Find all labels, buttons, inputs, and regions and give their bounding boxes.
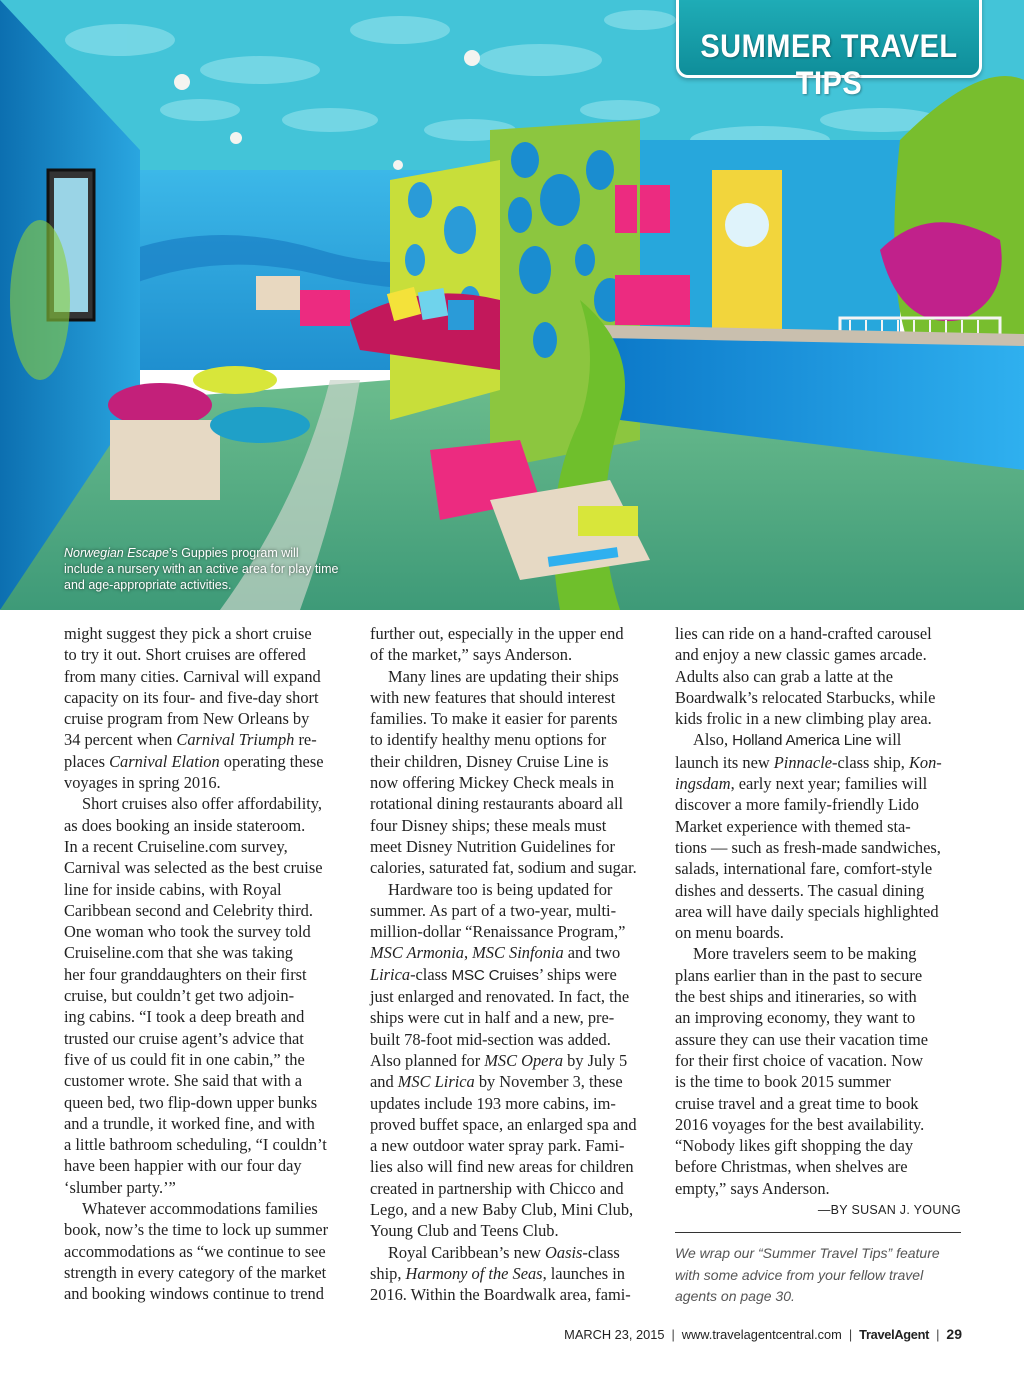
caption-ship-name: Norwegian Escape xyxy=(64,546,169,560)
text-line: meet Disney Nutrition Guidelines for xyxy=(370,836,615,856)
text-line: Hardware too is being updated for xyxy=(388,879,613,899)
text-line: and booking windows continue to trend xyxy=(64,1284,324,1304)
text-line: million-dollar “Renaissance Program,” xyxy=(370,922,626,942)
italic-title: MSC Opera xyxy=(484,1050,564,1070)
text-line: now offering Mickey Check meals in xyxy=(370,773,615,793)
text-segment: ’ ships were xyxy=(538,964,617,984)
text-line: trusted our cruise agent’s advice that xyxy=(64,1028,304,1048)
text-line: “Nobody likes gift shopping the day xyxy=(675,1136,914,1156)
text-line: customer wrote. She said that with a xyxy=(64,1071,303,1091)
text-line xyxy=(370,1263,656,1284)
text-segment: by July 5 xyxy=(563,1050,628,1070)
text-line: More travelers seem to be making xyxy=(693,944,917,964)
text-segment: -class ship, xyxy=(832,752,909,772)
text-line: of the market,” says Anderson. xyxy=(370,645,573,665)
text-line: Market experience with themed sta- xyxy=(675,816,911,836)
text-line xyxy=(675,729,965,751)
text-line: ships were cut in half and a new, pre- xyxy=(370,1008,615,1028)
text-line: assure they can use their vacation time xyxy=(675,1029,929,1049)
text-line: In a recent Cruiseline.com survey, xyxy=(64,836,288,856)
text-line: created in partnership with Chicco and xyxy=(370,1178,624,1198)
text-segment: Also planned for xyxy=(370,1050,485,1070)
text-segment: -class xyxy=(582,1242,620,1262)
text-line xyxy=(370,1071,656,1092)
text-segment: and two xyxy=(563,943,621,963)
text-line: lies can ride on a hand-crafted carousel xyxy=(675,624,932,643)
text-segment: will xyxy=(871,730,902,750)
text-line: with new features that should interest xyxy=(370,687,616,707)
hero-photo xyxy=(0,0,1024,610)
text-segment: , early next year; families will xyxy=(730,774,928,794)
text-line: voyages in spring 2016. xyxy=(64,773,221,793)
byline: —BY SUSAN J. YOUNG xyxy=(817,1203,961,1217)
text-line: Adults also can grab a latte at the xyxy=(675,666,894,686)
text-line: capacity on its four- and five-day short xyxy=(64,687,319,707)
text-segment: 34 percent when xyxy=(64,730,177,750)
text-line: Carnival was selected as the best cruise xyxy=(64,858,323,878)
text-line: their children, Disney Cruise Line is xyxy=(370,751,609,771)
section-title: SUMMER TRAVEL TIPS xyxy=(700,29,958,102)
sidebar-note xyxy=(675,1243,965,1308)
text-line: ‘slumber party.’” xyxy=(64,1177,176,1197)
text-line: from many cities. Carnival will expand xyxy=(64,666,321,686)
text-line: Cruiseline.com that she was taking xyxy=(64,943,293,963)
text-line: to try it out. Short cruises are offered xyxy=(64,645,306,665)
text-line: line for inside cabins, with Royal xyxy=(64,879,282,899)
text-line: Boardwalk’s relocated Starbucks, while xyxy=(675,687,936,707)
text-line: One woman who took the survey told xyxy=(64,922,311,942)
text-line: as does booking an inside stateroom. xyxy=(64,815,306,835)
text-line: built 78-foot mid-section was added. xyxy=(370,1029,611,1049)
text-line: area will have daily specials highlighted xyxy=(675,901,939,921)
text-segment: Royal Caribbean’s new xyxy=(388,1242,546,1262)
text-segment: operating these xyxy=(219,751,324,771)
text-line: lies also will find new areas for children xyxy=(370,1157,634,1177)
text-line: Many lines are updating their ships xyxy=(388,666,619,686)
footer-separator: | xyxy=(848,1327,853,1342)
text-line xyxy=(370,964,656,986)
page-number: 29 xyxy=(946,1326,962,1342)
article-column-3 xyxy=(675,623,965,1199)
text-line: dishes and desserts. The casual dining xyxy=(675,880,925,900)
text-segment: , launches in xyxy=(542,1263,625,1283)
text-line: cruise program from New Orleans by xyxy=(64,709,310,729)
text-line: a new outdoor water spray park. Fami- xyxy=(370,1136,625,1156)
text-line: might suggest they pick a short cruise xyxy=(64,624,312,643)
text-line: families. To make it easier for parents xyxy=(370,709,618,729)
caption-line: include a nursery with an active area for play time xyxy=(64,562,339,576)
text-line: a little bathroom scheduling, “I couldn’t xyxy=(64,1135,327,1155)
photo-caption xyxy=(64,545,364,593)
text-line: ing cabins. “I took a deep breath and xyxy=(64,1007,305,1027)
italic-title: Kon- xyxy=(908,752,942,772)
text-line: further out, especially in the upper end xyxy=(370,624,624,643)
text-segment: Also, xyxy=(693,730,733,750)
text-line: an improving economy, they want to xyxy=(675,1008,916,1028)
text-line: kids frolic in a new climbing play area. xyxy=(675,709,932,729)
caption-text: ’s Guppies program will xyxy=(168,546,299,560)
footer-separator: | xyxy=(936,1327,940,1342)
text-line: is the time to book 2015 summer xyxy=(675,1072,891,1092)
text-segment: launch its new xyxy=(675,752,774,772)
text-line: strength in every category of the market xyxy=(64,1262,327,1282)
text-line: 2016 voyages for the best availability. xyxy=(675,1114,925,1134)
text-line: her four granddaughters on their first xyxy=(64,964,307,984)
brand-name: Holland America Line xyxy=(732,732,872,750)
text-line: four Disney ships; these meals must xyxy=(370,815,607,835)
website-url: www.travelagentcentral.com xyxy=(681,1327,842,1342)
text-line xyxy=(64,751,350,772)
text-line: to identify healthy menu options for xyxy=(370,730,607,750)
text-line: Lego, and a new Baby Club, Mini Club, xyxy=(370,1200,634,1220)
text-line: five of us could fit in one cabin,” the xyxy=(64,1049,305,1069)
text-segment: by November 3, these xyxy=(474,1072,623,1092)
text-line: have been happier with our four day xyxy=(64,1156,302,1176)
text-line: discover a more family-friendly Lido xyxy=(675,795,919,815)
note-line: agents on page 30. xyxy=(675,1288,795,1304)
italic-title: ingsdam xyxy=(675,774,731,794)
text-line: cruise, but couldn’t get two adjoin- xyxy=(64,986,295,1006)
italic-title: MSC Lirica xyxy=(397,1072,475,1092)
text-line: and a trundle, it worked fine, and with xyxy=(64,1113,315,1133)
text-line: just enlarged and renovated. In fact, the xyxy=(370,987,630,1007)
text-line: and enjoy a new classic games arcade. xyxy=(675,645,927,665)
note-line: with some advice from your fellow travel xyxy=(675,1266,924,1283)
text-line: updates include 193 more cabins, im- xyxy=(370,1093,616,1113)
text-line xyxy=(370,1242,656,1263)
italic-title: Pinnacle xyxy=(773,752,833,772)
text-line: for their first choice of vacation. Now xyxy=(675,1050,924,1070)
text-segment: -class xyxy=(410,964,452,984)
caption-line: and age-appropriate activities. xyxy=(64,578,232,592)
italic-title: MSC Armonia xyxy=(370,943,464,963)
text-line: summer. As part of a two-year, multi- xyxy=(370,900,617,920)
text-line: cruise travel and a great time to book xyxy=(675,1093,919,1113)
text-line: before Christmas, when shelves are xyxy=(675,1157,908,1177)
text-line: 2016. Within the Boardwalk area, fami- xyxy=(370,1285,631,1305)
text-line: salads, international fare, comfort-style xyxy=(675,859,933,879)
italic-title: Oasis xyxy=(545,1242,583,1262)
text-line: tions — such as fresh-made sandwiches, xyxy=(675,837,941,857)
italic-title: Lirica xyxy=(370,964,411,984)
italic-title: Carnival Triumph xyxy=(176,730,295,750)
text-line: calories, saturated fat, sodium and sugar. xyxy=(370,858,637,878)
text-line: Caribbean second and Celebrity third. xyxy=(64,900,313,920)
text-line: book, now’s the time to lock up summer xyxy=(64,1220,329,1240)
text-line xyxy=(675,773,965,794)
text-line: rotational dining restaurants aboard all xyxy=(370,794,624,814)
italic-title: Carnival Elation xyxy=(109,751,220,771)
text-line xyxy=(370,1050,656,1071)
text-line: Short cruises also offer affordability, xyxy=(82,794,323,814)
text-line: queen bed, two flip-down upper bunks xyxy=(64,1092,318,1112)
article-column-1 xyxy=(64,623,350,1305)
article-column-2 xyxy=(370,623,656,1306)
text-line xyxy=(370,942,656,963)
text-line: empty,” says Anderson. xyxy=(675,1178,830,1198)
text-line: accommodations as “we continue to see xyxy=(64,1241,326,1261)
text-line: on menu boards. xyxy=(675,923,784,943)
text-line: proved buffet space, an enlarged spa and xyxy=(370,1114,637,1134)
text-line: the best ships and itineraries, so with xyxy=(675,987,917,1007)
text-line xyxy=(64,729,350,750)
text-line xyxy=(675,752,965,773)
note-line: We wrap our “Summer Travel Tips” feature xyxy=(675,1245,940,1261)
text-segment: , xyxy=(463,943,473,963)
italic-title: MSC Sinfonia xyxy=(472,943,564,963)
footer-separator: | xyxy=(671,1327,675,1342)
text-segment: and xyxy=(370,1072,398,1092)
text-segment: re- xyxy=(294,730,317,750)
section-tab xyxy=(676,0,982,102)
page-footer xyxy=(564,1326,962,1342)
text-line: plans earlier than in the past to secure xyxy=(675,965,923,985)
brand-name: MSC Cruises xyxy=(451,966,539,984)
text-line: Whatever accommodations families xyxy=(82,1199,318,1219)
magazine-name: TravelAgent xyxy=(859,1327,930,1342)
divider xyxy=(675,1232,961,1233)
text-segment: ship, xyxy=(370,1263,406,1283)
text-line: Young Club and Teens Club. xyxy=(370,1221,559,1241)
issue-date: MARCH 23, 2015 xyxy=(564,1327,665,1342)
italic-title: Harmony of the Seas xyxy=(405,1263,543,1283)
text-segment: places xyxy=(64,751,110,771)
